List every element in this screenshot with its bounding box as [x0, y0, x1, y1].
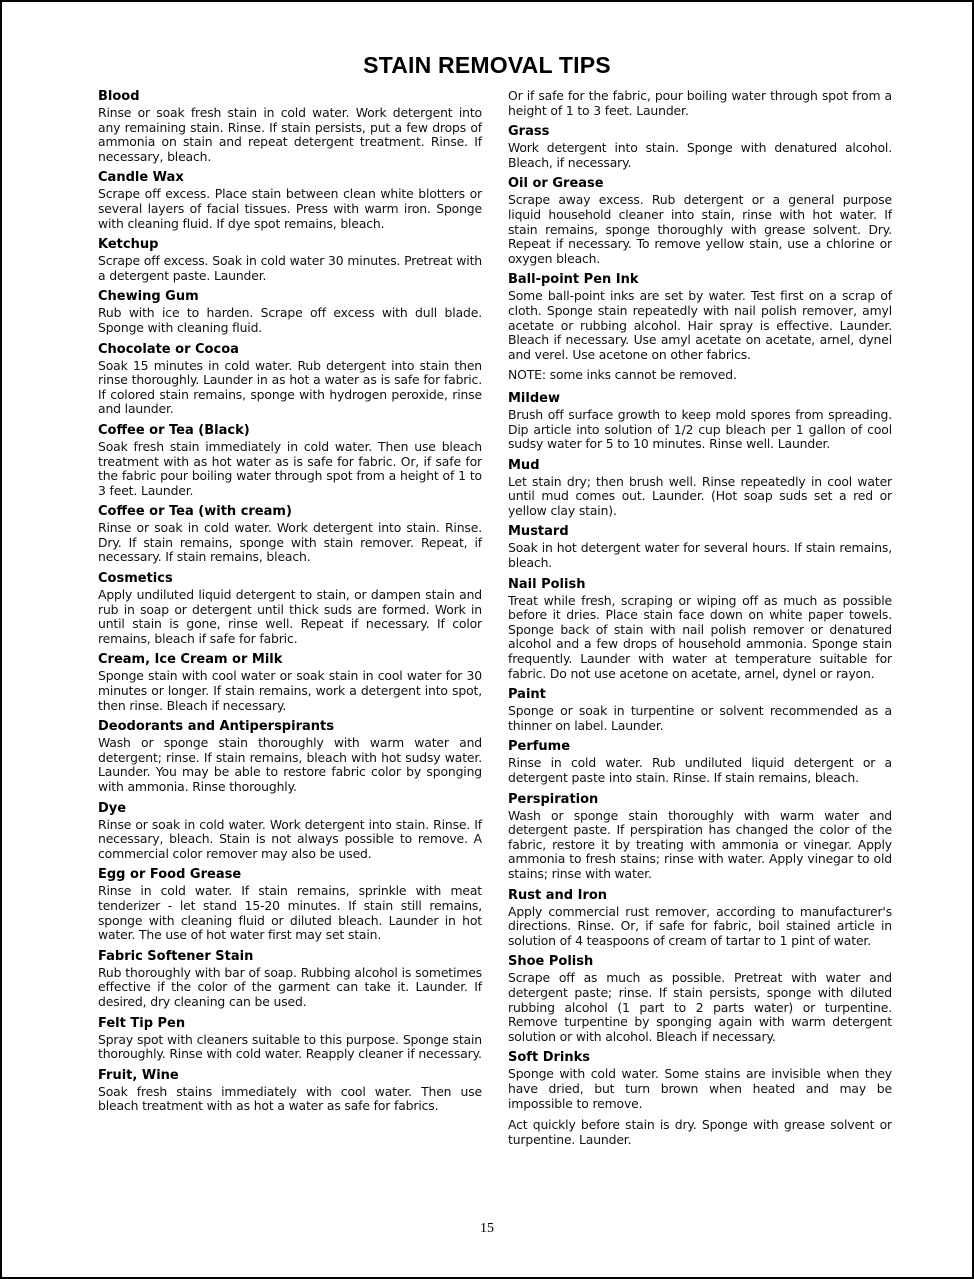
stain-entry: [508, 739, 892, 785]
stain-instructions: Scrape off excess. Place stain between clean white blotters or several layers of facial tissues. Press with warm iron. Sponge with cleaning fluid. If dye spot remains, bleach.: [98, 186, 482, 231]
stain-heading: Soft Drinks: [508, 1050, 590, 1066]
stain-instructions: Wash or sponge stain thoroughly with warm water and detergent; rinse. If stain remains, bleach with hot sudsy water. Launder. You may be able to restore fabric color by sponging with ammonia. Rinse thoroughly.: [98, 735, 482, 794]
stain-heading: Mustard: [508, 524, 569, 540]
stain-instructions: Rub thoroughly with bar of soap. Rubbing alcohol is sometimes effective if the color of the garment can take it. Launder. If desired, dry cleaning can be used.: [98, 964, 482, 1009]
page-number: 15: [480, 1221, 494, 1236]
right-column: [508, 89, 892, 1153]
stain-instructions: Soak fresh stains immediately with cool water. Then use bleach treatment with as hot a water as safe for fabrics.: [98, 1083, 482, 1114]
stain-instructions: Rinse or soak fresh stain in cold water. Work detergent into any remaining stain. Rinse. If stain persists, put a few drops of ammonia on stain and repeat detergent treatment. Rinse. If necessary, bleach.: [98, 105, 482, 164]
stain-instructions: Rinse or soak in cold water. Work detergent into stain. Rinse. If necessary, bleach. Stain is not always possible to remove. A commercial color remover may also be used.: [98, 816, 482, 861]
page-title: STAIN REMOVAL TIPS: [363, 52, 611, 78]
stain-entry: [508, 1050, 892, 1147]
stain-entry: [98, 342, 482, 417]
stain-entry: [508, 577, 892, 682]
stain-heading: Cream, Ice Cream or Milk: [98, 652, 283, 668]
stain-entry: [508, 124, 892, 170]
stain-entry: [98, 801, 482, 862]
stain-instructions: Soak 15 minutes in cold water. Rub detergent into stain then rinse thoroughly. Launder in as hot a water as is safe for fabric. If colored stain remains, sponge with hydrogen peroxide, rinse and launder.: [98, 357, 482, 417]
stain-entry: [508, 272, 892, 362]
stain-heading: Cosmetics: [98, 571, 173, 587]
continued-instructions: Or if safe for the fabric, pour boiling water through spot from a height of 1 to 3 feet. Launder.: [508, 88, 892, 118]
stain-heading: Coffee or Tea (Black): [98, 422, 250, 438]
stain-entry: [98, 89, 482, 164]
stain-entry: [98, 423, 482, 498]
stain-heading: Shoe Polish: [508, 954, 594, 970]
stain-heading: Paint: [508, 687, 546, 703]
stain-entry: [98, 652, 482, 713]
stain-entry: [508, 391, 892, 452]
stain-entry: [508, 792, 892, 882]
stain-instructions: Some ball-point inks are set by water. Test first on a scrap of cloth. Sponge stain repeatedly with nail polish remover, amyl acetate or rubbing alcohol. Hair spray is effective. Launder. Bleach if necessary. Use amyl acetate on acetate, arnel, dynel and verel. Use acetone on other fabrics.: [508, 288, 892, 362]
stain-heading: Felt Tip Pen: [98, 1015, 186, 1031]
stain-instructions: Apply commercial rust remover, according to manufacturer's directions. Rinse. Or, if safe for fabric, boil stained article in solution of 4 teaspoons of cream of tartar to 1 pint of water.: [508, 903, 892, 948]
stain-heading: Blood: [98, 89, 140, 104]
stain-instructions: Rub with ice to harden. Scrape off excess with dull blade. Sponge with cleaning fluid.: [98, 305, 482, 335]
stain-instructions: Wash or sponge stain thoroughly with warm water and detergent paste. If perspiration has changed the color of the fabric, restore it by treating with ammonia or vinegar. Apply ammonia to fresh stains; rinse with water. Apply vinegar to old stains; rinse with water.: [508, 807, 892, 881]
stain-heading: Mud: [508, 457, 540, 473]
ink-note: NOTE: some inks cannot be removed.: [508, 367, 737, 383]
stain-heading: Fabric Softener Stain: [98, 948, 254, 964]
stain-heading: Deodorants and Antiperspirants: [98, 719, 334, 735]
stain-heading: Chocolate or Cocoa: [98, 341, 239, 357]
stain-heading: Fruit, Wine: [98, 1067, 179, 1083]
stain-instructions-extra: Act quickly before stain is dry. Sponge with grease solvent or turpentine. Launder.: [508, 1117, 892, 1147]
stain-entry: [98, 504, 482, 565]
stain-heading: Ketchup: [98, 237, 159, 253]
stain-heading: Egg or Food Grease: [98, 867, 242, 883]
stain-heading: Oil or Grease: [508, 176, 604, 192]
stain-heading: Ball-point Pen Ink: [508, 272, 639, 288]
stain-instructions: Rinse in cold water. Rub undiluted liquid detergent or a detergent paste into stain. Rinse. If stain remains, bleach.: [508, 755, 892, 785]
stain-instructions: Scrape off as much as possible. Pretreat with water and detergent paste; rinse. If stain persists, sponge with diluted rubbing alcohol (1 part to 2 parts water) or turpentine. Remove turpentine by sponging again with warm detergent solution or with alcohol. Bleach if necessary.: [508, 970, 892, 1044]
stain-entry: [98, 170, 482, 231]
stain-instructions: Apply undiluted liquid detergent to stain, or dampen stain and rub in soap or detergent until thick suds are formed. Work in until stain is gone, rinse well. Repeat if necessary. If color remains, bleach if safe for fabric.: [98, 587, 482, 646]
stain-heading: Mildew: [508, 390, 560, 406]
stain-entry: [98, 949, 482, 1010]
stain-entry: [508, 458, 892, 519]
stain-entry: [508, 687, 892, 733]
stain-heading: Nail Polish: [508, 576, 586, 592]
stain-heading: Candle Wax: [98, 170, 184, 186]
stain-entry: [98, 289, 482, 335]
left-column: [98, 89, 482, 1120]
stain-instructions: Sponge stain with cool water or soak stain in cool water for 30 minutes or longer. If stain remains, work a detergent into spot, then rinse. Bleach if necessary.: [98, 668, 482, 713]
stain-instructions: Work detergent into stain. Sponge with denatured alcohol. Bleach, if necessary.: [508, 140, 892, 170]
stain-instructions: Rinse in cold water. If stain remains, sprinkle with meat tenderizer - let stand 15-20 minutes. If stain still remains, sponge with cleaning fluid or diluted bleach. Launder in hot water. The use of hot water first may set stain.: [98, 883, 482, 943]
stain-instructions: Rinse or soak in cold water. Work detergent into stain. Rinse. Dry. If stain remains, sponge with stain remover. Repeat, if necessary. If stain remains, bleach.: [98, 520, 482, 565]
stain-entry: [508, 954, 892, 1044]
stain-heading: Dye: [98, 800, 127, 816]
stain-instructions: Brush off surface growth to keep mold spores from spreading. Dip article into solution of 1/2 cup bleach per 1 gallon of cool sudsy water for 5 to 10 minutes. Rinse well. Launder.: [508, 406, 892, 452]
stain-heading: Perspiration: [508, 791, 599, 807]
stain-entry: [508, 176, 892, 266]
stain-heading: Coffee or Tea (with cream): [98, 504, 292, 520]
stain-heading: Chewing Gum: [98, 289, 199, 305]
stain-entry: [98, 1068, 482, 1114]
stain-instructions: Sponge or soak in turpentine or solvent recommended as a thinner on label. Launder.: [508, 703, 892, 733]
stain-instructions: Scrape off excess. Soak in cold water 30 minutes. Pretreat with a detergent paste. Launder.: [98, 253, 482, 283]
stain-instructions: Sponge with cold water. Some stains are invisible when they have dried, but turn brown when heated and may be impossible to remove.: [508, 1066, 892, 1111]
stain-instructions: Spray spot with cleaners suitable to this purpose. Sponge stain thoroughly. Rinse with cold water. Reapply cleaner if necessary.: [98, 1031, 482, 1062]
stain-entry: [98, 237, 482, 283]
stain-entry: [98, 1016, 482, 1062]
stain-instructions: Scrape away excess. Rub detergent or a general purpose liquid household cleaner into stain, rinse with hot water. If stain remains, sponge thoroughly with grease solvent. Dry. Repeat if necessary. To remove yellow stain, use a chlorine or oxygen bleach.: [508, 192, 892, 266]
stain-entry: [98, 719, 482, 794]
stain-heading: Perfume: [508, 739, 571, 755]
stain-heading: Grass: [508, 124, 550, 140]
stain-entry: [98, 867, 482, 942]
stain-entry: [508, 524, 892, 570]
stain-instructions: Let stain dry; then brush well. Rinse repeatedly in cool water until mud comes out. Launder. (Hot soap suds set a red or yellow clay stain).: [508, 473, 892, 518]
stain-instructions: Treat while fresh, scraping or wiping off as much as possible before it dries. Place stain face down on white paper towels. Sponge back of stain with nail polish remover or denatured alcohol and a few drops of household ammonia. Sponge stain frequently. Launder with water at temperature suitable for fabric. Do not use acetone on acetate, arnel, dynel or rayon.: [508, 592, 892, 681]
stain-entry: [508, 888, 892, 949]
stain-instructions: Soak in hot detergent water for several hours. If stain remains, bleach.: [508, 540, 892, 571]
continued-entry: [508, 89, 892, 118]
stain-heading: Rust and Iron: [508, 887, 608, 903]
stain-instructions: Soak fresh stain immediately in cold water. Then use bleach treatment with as hot water as is safe for fabric. Or, if safe for the fabric pour boiling water through spot from a height of 1 to 3 feet. Launder.: [98, 438, 482, 498]
stain-entry: [98, 571, 482, 646]
